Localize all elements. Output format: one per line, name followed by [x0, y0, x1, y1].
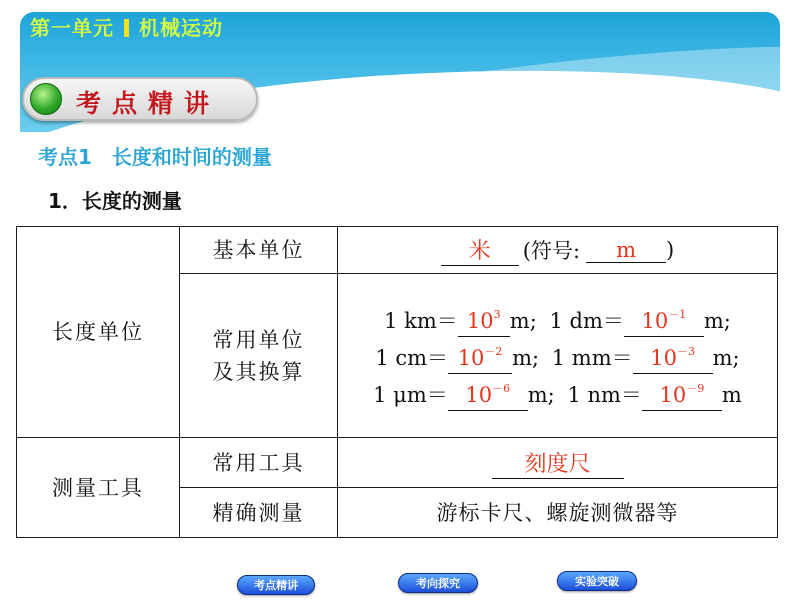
- common-units-label-cell: [179, 273, 338, 438]
- common-units-label-line1: 常用单位: [212, 327, 305, 352]
- dm-exponent: －1: [668, 308, 687, 321]
- cm-mantissa: 10: [457, 346, 485, 370]
- precise-value-cell: [337, 487, 778, 538]
- base-unit-label: 基本单位: [212, 238, 305, 262]
- km-mantissa: 10: [466, 309, 494, 333]
- common-units-label-line2: 及其换算: [212, 359, 305, 384]
- dm-suffix: m;: [703, 309, 731, 333]
- km-exponent: 3: [493, 308, 501, 321]
- row-group-tools: [16, 437, 180, 538]
- um-suffix: m;: [527, 383, 555, 407]
- cm-exponent: －2: [484, 345, 503, 358]
- nav-button-kaodian-label: 考点精讲: [254, 579, 298, 592]
- sub-heading: 1．长度的测量: [48, 189, 182, 213]
- mm-exponent: －3: [676, 345, 695, 358]
- nav-button-kaoxiang[interactable]: [398, 573, 478, 593]
- section-pill: [22, 77, 258, 121]
- precise-label: 精确测量: [212, 500, 305, 525]
- conversion-line-3: [373, 374, 742, 411]
- base-unit-answer: 米: [441, 234, 519, 266]
- chapter-name: 机械运动: [139, 16, 223, 40]
- nav-button-kaodian[interactable]: [237, 575, 315, 595]
- conversions-block: [373, 300, 742, 411]
- symbol-suffix: ): [666, 238, 675, 262]
- row-group-length-units: [16, 226, 180, 438]
- base-unit-value-cell: [337, 226, 778, 274]
- mm-mantissa: 10: [650, 346, 677, 370]
- km-prefix: 1 km＝: [384, 309, 458, 333]
- nm-mantissa: 10: [659, 383, 687, 407]
- row-group-length-units-label: 长度单位: [52, 320, 144, 344]
- nav-button-kaoxiang-label: 考向探究: [416, 577, 460, 590]
- nm-prefix: 1 nm＝: [567, 383, 642, 407]
- nav-button-shiyan[interactable]: [557, 571, 637, 591]
- dm-prefix: 1 dm＝: [549, 309, 624, 333]
- unit-separator: [124, 19, 129, 37]
- nm-answer: [642, 374, 722, 411]
- common-tool-label: 常用工具: [212, 450, 305, 475]
- cm-suffix: m;: [512, 346, 540, 370]
- mm-answer: [633, 337, 713, 374]
- conversion-line-1: [373, 300, 742, 337]
- cm-answer: [448, 337, 512, 374]
- length-measurement-table: [16, 226, 778, 538]
- km-answer: [458, 300, 510, 337]
- nav-button-shiyan-label: 实验突破: [575, 575, 619, 588]
- base-unit-symbol-answer: m: [586, 238, 666, 263]
- km-suffix: m;: [509, 309, 537, 333]
- base-unit-label-cell: [179, 226, 338, 274]
- mm-suffix: m;: [712, 346, 740, 370]
- row-group-tools-label: 测量工具: [52, 475, 144, 500]
- nm-suffix: m: [721, 383, 742, 407]
- conversion-line-2: [373, 337, 742, 374]
- um-answer: [448, 374, 528, 411]
- common-tool-value-cell: [337, 437, 778, 488]
- green-ball-icon: [30, 83, 62, 115]
- section-label: 考点精讲: [76, 89, 221, 118]
- precise-label-cell: [179, 487, 338, 538]
- topic-heading: 考点1 长度和时间的测量: [38, 145, 272, 169]
- conversions-cell: [337, 273, 778, 438]
- symbol-prefix: (符号:: [522, 239, 581, 263]
- um-exponent: －6: [492, 382, 511, 395]
- common-tool-answer: 刻度尺: [492, 447, 624, 479]
- dm-mantissa: 10: [641, 309, 669, 333]
- um-mantissa: 10: [465, 383, 493, 407]
- precise-value: 游标卡尺、螺旋测微器等: [436, 500, 679, 525]
- nm-exponent: －9: [686, 382, 705, 395]
- um-prefix: 1 μm＝: [373, 383, 448, 407]
- unit-title: [30, 12, 223, 41]
- cm-prefix: 1 cm＝: [375, 346, 449, 370]
- unit-name: 第一单元: [30, 16, 114, 40]
- dm-answer: [624, 300, 704, 337]
- mm-prefix: 1 mm＝: [551, 346, 633, 370]
- common-tool-label-cell: [179, 437, 338, 488]
